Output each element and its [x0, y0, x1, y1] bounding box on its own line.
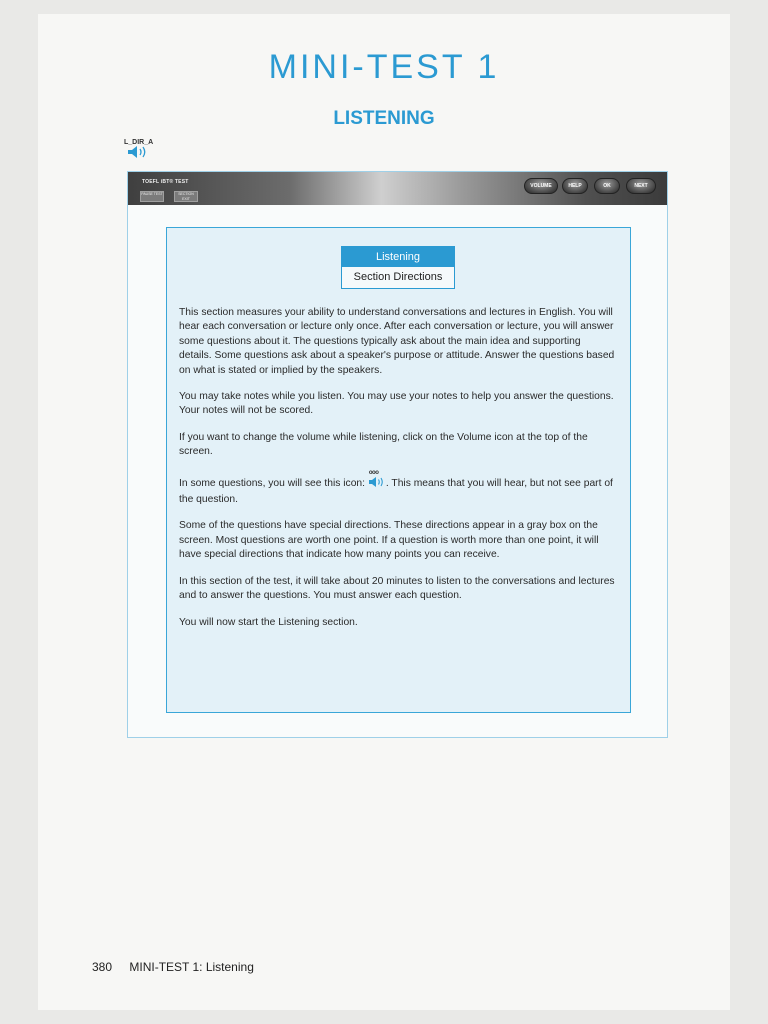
page-title: MINI-TEST 1	[268, 48, 500, 86]
test-screen-frame	[127, 171, 668, 738]
next-button[interactable]: NEXT	[626, 178, 656, 194]
directions-heading-subtitle: Section Directions	[342, 267, 454, 288]
directions-paragraph-icon	[179, 469, 615, 508]
ok-button[interactable]: OK	[594, 178, 620, 194]
help-button[interactable]: HELP	[562, 178, 588, 194]
section-subtitle: LISTENING	[333, 108, 435, 129]
test-toolbar	[128, 172, 667, 205]
audio-only-icon	[368, 469, 386, 493]
section-exit-button[interactable]: SECTION EXIT	[174, 191, 198, 202]
test-label: TOEFL iBT® TEST	[142, 179, 189, 185]
directions-paragraph: This section measures your ability to understand conversations and lectures in English. You will hear each conversation or lecture only once. After each conversation or lecture, you will answer some questions about it. The questions typically ask about the main idea and supporting details. Some questions ask about a speaker's purpose or attitude. Answer the questions based on what is stated or implied by the speakers.	[179, 307, 615, 376]
speaker-icon[interactable]	[127, 145, 149, 164]
directions-paragraph: In this section of the test, it will take about 20 minutes to listen to the conversations and lectures and to answer the questions. You must answer each question.	[179, 575, 615, 602]
pause-test-button[interactable]: PAUSE TEST	[140, 191, 164, 202]
page-number: 380	[92, 960, 113, 974]
icon-ooo-label: ooo	[368, 469, 379, 476]
directions-heading	[341, 246, 455, 289]
directions-paragraph: You will now start the Listening section.	[179, 616, 358, 628]
volume-button[interactable]: VOLUME	[524, 178, 558, 194]
audio-track-label: L_DIR_A	[124, 139, 154, 146]
directions-paragraph: Some of the questions have special directions. These directions appear in a gray box on the screen. Most questions are worth one point. If a question is worth more than one point, it will have special directions that indicate how many points you can receive.	[179, 520, 599, 561]
directions-body	[179, 306, 615, 642]
page-footer	[92, 960, 254, 974]
icon-sentence-end: . This means that you will hear, but not see part of the question.	[179, 477, 613, 506]
directions-heading-title: Listening	[342, 247, 454, 267]
running-title: MINI-TEST 1: Listening	[129, 960, 254, 974]
directions-paragraph: If you want to change the volume while listening, click on the Volume icon at the top of the screen.	[179, 431, 588, 458]
directions-paragraph: You may take notes while you listen. You may use your notes to help you answer the questions. Your notes will not be scored.	[179, 391, 614, 417]
directions-box	[166, 227, 631, 713]
icon-sentence-start: In some questions, you will see this icon:	[179, 477, 368, 489]
